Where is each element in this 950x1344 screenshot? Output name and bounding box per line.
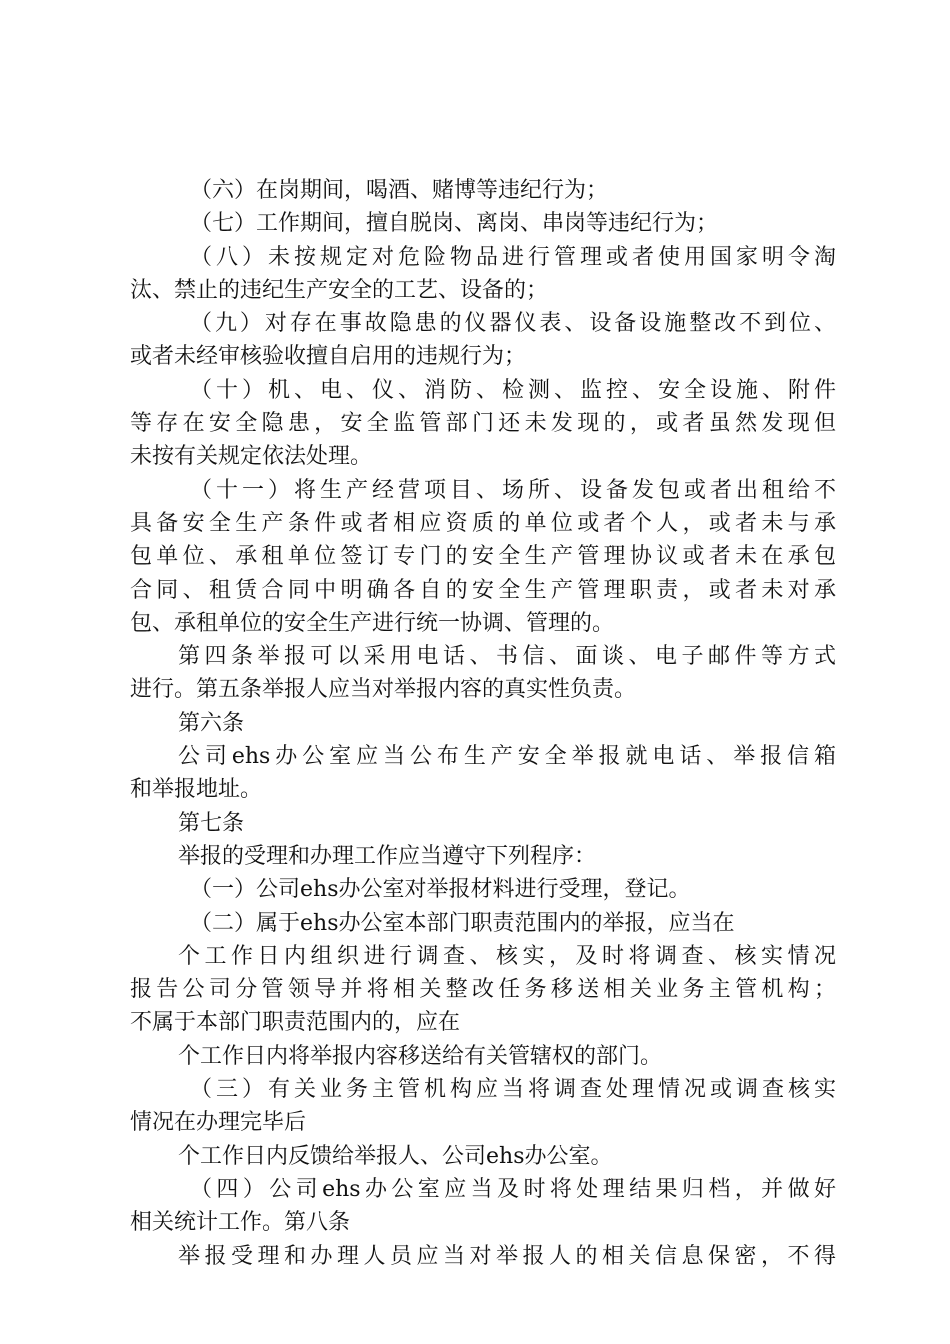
text-line: 不属于本部门职责范围内的，应在 [130, 1010, 461, 1036]
text-line: 包、承租单位的安全生产进行统一协调、管理的。 [130, 610, 615, 636]
text-line: 举报的受理和办理工作应当遵守下列程序： [178, 843, 597, 869]
text-line: （四）公司ehs办公室应当及时将处理结果归档，并做好 [190, 1176, 836, 1202]
text-line: 和举报地址。 [130, 777, 263, 803]
text-line: 包单位、承租单位签订专门的安全生产管理协议或者未在承包 [130, 544, 836, 570]
text-line: 举报受理和办理人员应当对举报人的相关信息保密，不得 [178, 1243, 836, 1269]
text-line: （一）公司ehs办公室对举报材料进行受理，登记。 [190, 877, 691, 903]
text-line: 相关统计工作。第八条 [130, 1210, 351, 1236]
document-body [130, 174, 836, 1273]
text-line: 具备安全生产条件或者相应资质的单位或者个人，或者未与承 [130, 510, 836, 536]
text-line: 第四条举报可以采用电话、书信、面谈、电子邮件等方式 [178, 644, 836, 670]
text-line: 第七条 [178, 810, 245, 836]
text-line: （七）工作期间，擅自脱岗、离岗、串岗等违纪行为； [190, 211, 719, 237]
text-line: 进行。第五条举报人应当对举报内容的真实性负责。 [130, 677, 637, 703]
text-line: 报告公司分管领导并将相关整改任务移送相关业务主管机构； [130, 977, 836, 1003]
text-line: （二）属于ehs办公室本部门职责范围内的举报，应当在 [190, 910, 735, 936]
text-line: 合同、租赁合同中明确各自的安全生产管理职责，或者未对承 [130, 577, 836, 603]
text-line: 或者未经审核验收擅自启用的违规行为； [130, 344, 527, 370]
text-line: 汰、禁止的违纪生产安全的工艺、设备的； [130, 277, 549, 303]
text-line: 等存在安全隐患，安全监管部门还未发现的，或者虽然发现但 [130, 411, 836, 437]
text-line: （十）机、电、仪、消防、检测、监控、安全设施、附件 [190, 377, 836, 403]
text-line: （九）对存在事故隐患的仪器仪表、设备设施整改不到位、 [190, 311, 836, 337]
text-line: （三）有关业务主管机构应当将调查处理情况或调查核实 [190, 1077, 836, 1103]
text-line: 个工作日内反馈给举报人、公司ehs办公室。 [178, 1143, 613, 1169]
text-line: 第六条 [178, 710, 245, 736]
text-line: 情况在办理完毕后 [130, 1110, 307, 1136]
text-line: 个工作日内将举报内容移送给有关管辖权的部门。 [178, 1043, 663, 1069]
text-line: （六）在岗期间，喝酒、赌博等违纪行为； [190, 178, 609, 203]
text-line: （十一）将生产经营项目、场所、设备发包或者出租给不 [190, 477, 836, 503]
text-line: 未按有关规定依法处理。 [130, 444, 373, 470]
text-line: （八）未按规定对危险物品进行管理或者使用国家明令淘 [190, 244, 836, 270]
text-line: 公司ehs办公室应当公布生产安全举报就电话、举报信箱 [178, 744, 836, 770]
text-line: 个工作日内组织进行调查、核实，及时将调查、核实情况 [178, 943, 836, 969]
